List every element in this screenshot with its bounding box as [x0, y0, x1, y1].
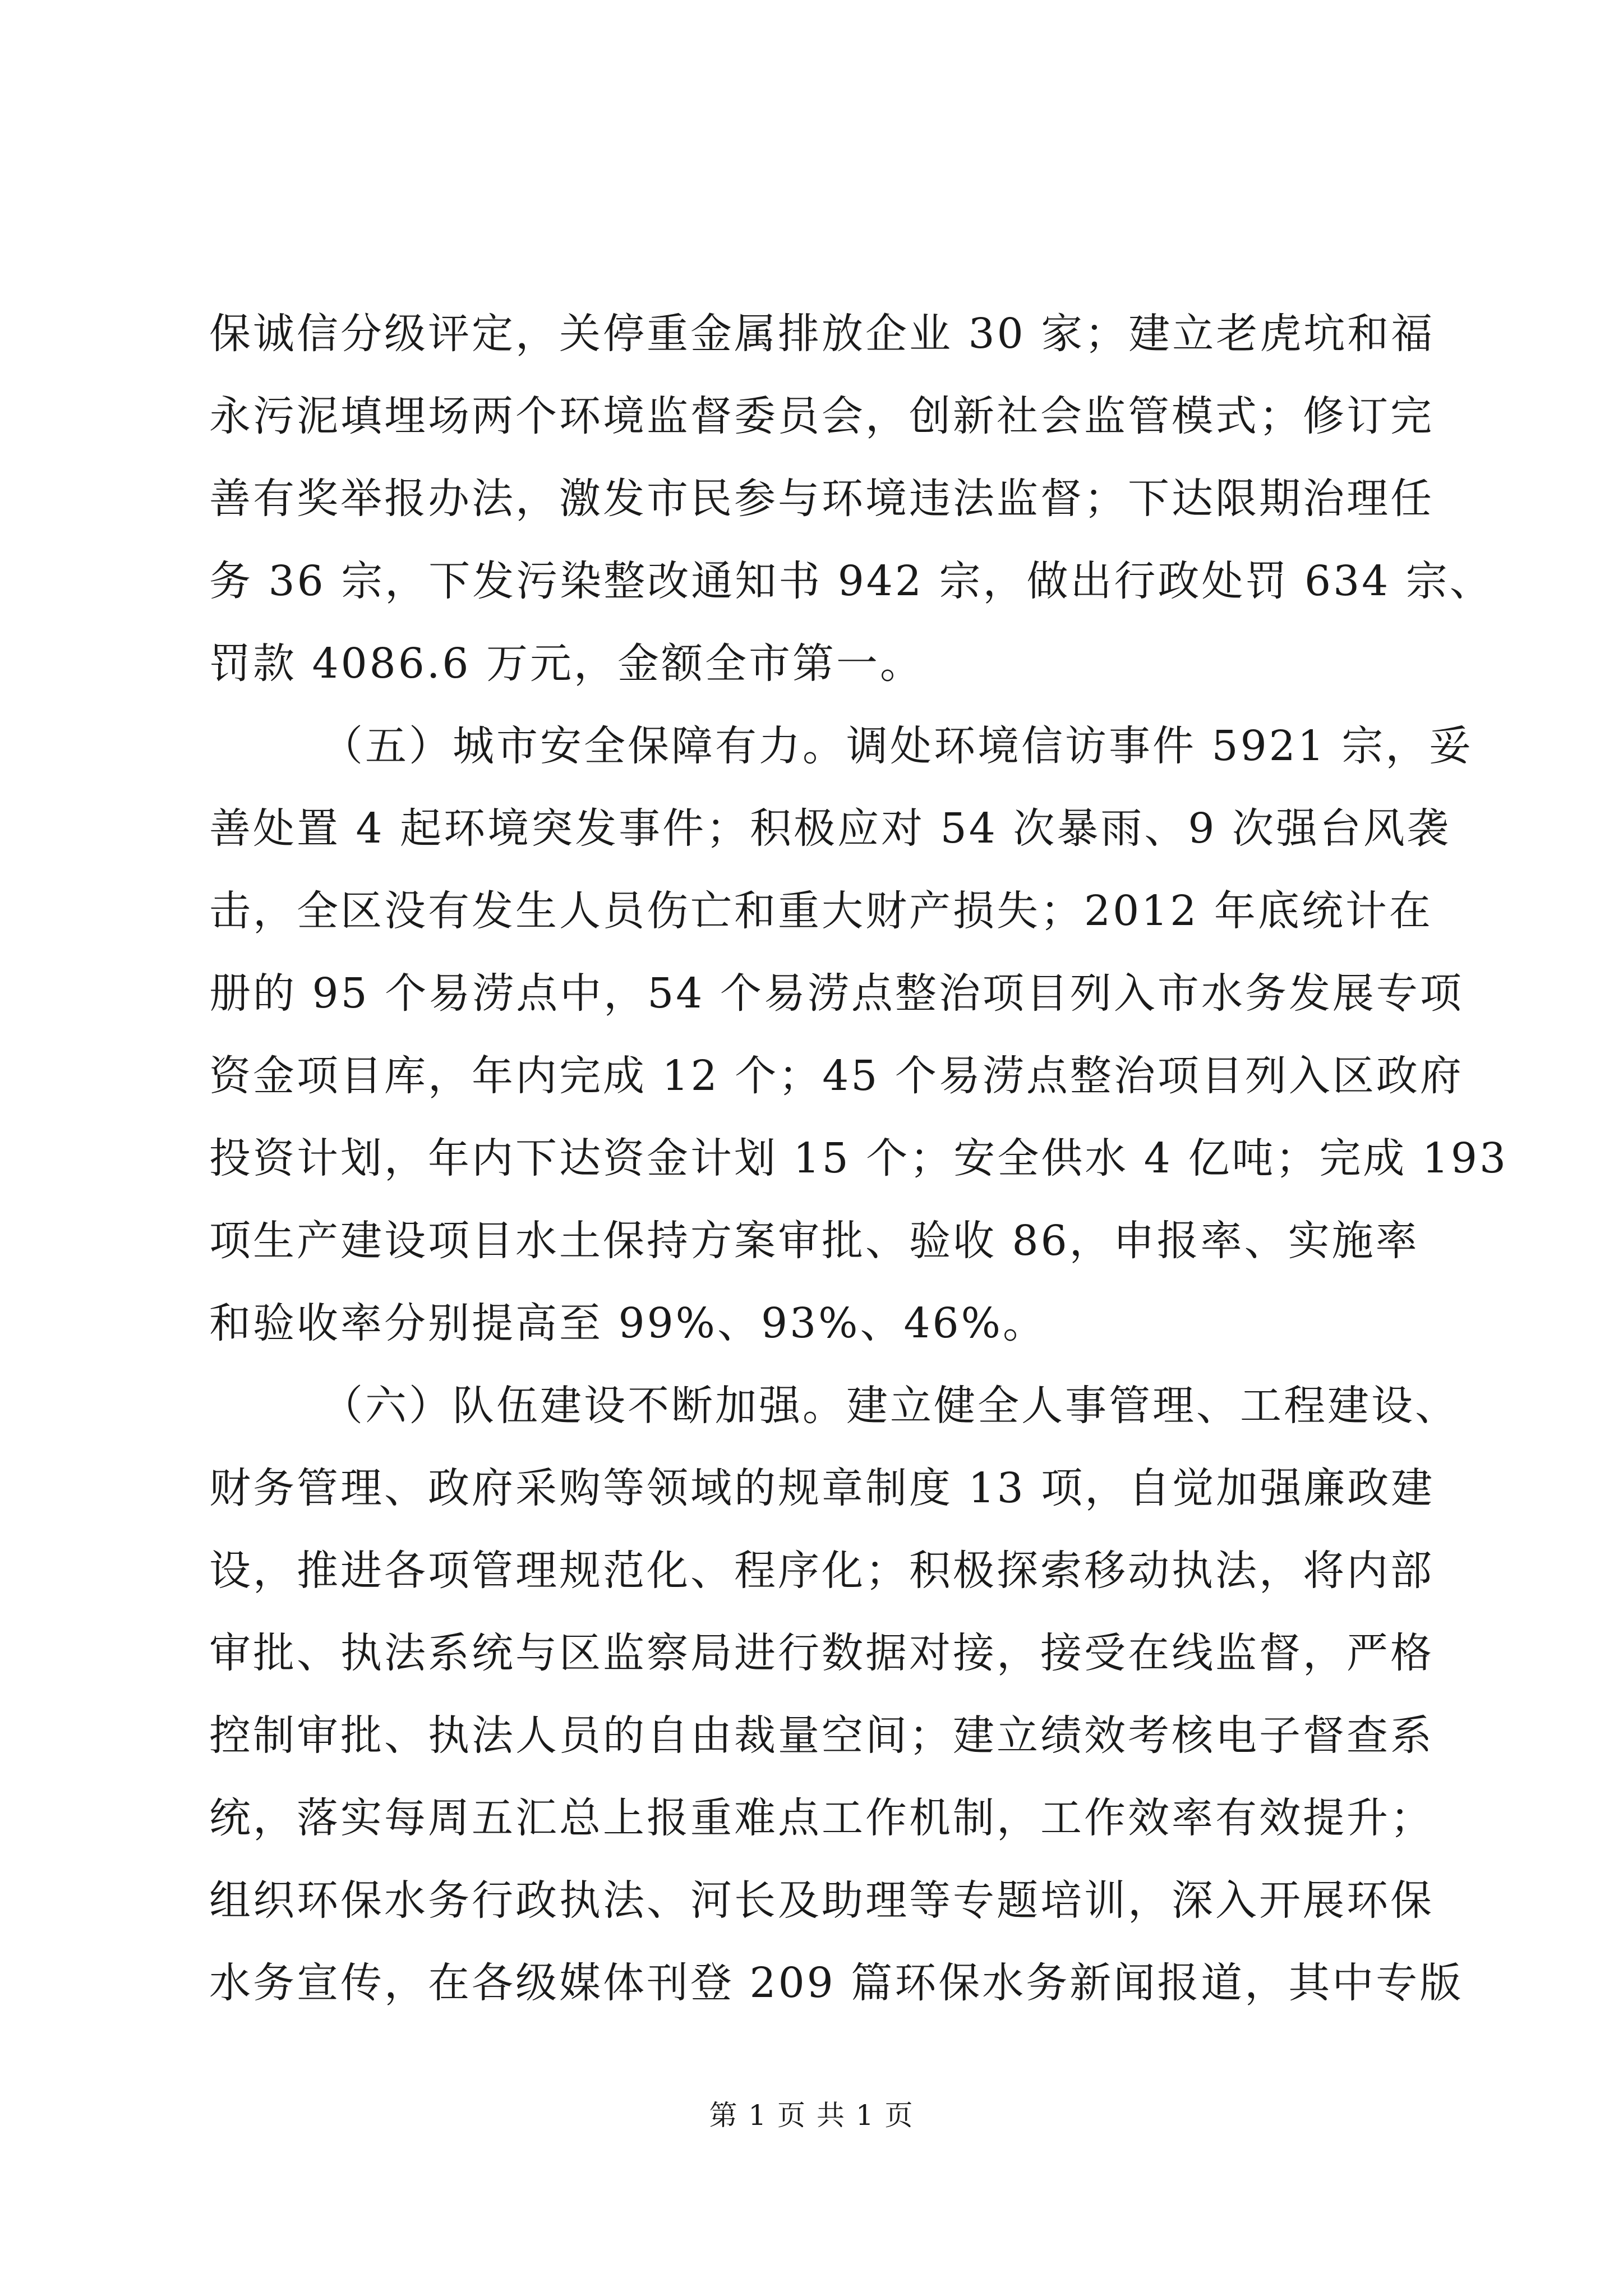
page-number-footer: 第 1 页 共 1 页 [709, 2099, 914, 2132]
paragraph-3 [209, 1365, 1464, 2024]
text-line: 永污泥填埋场两个环境监督委员会，创新社会监管模式；修订完 [209, 392, 1434, 440]
text-line: 务 36 宗，下发污染整改通知书 942 宗，做出行政处罚 634 宗、 [209, 557, 1493, 605]
text-line: 财务管理、政府采购等领域的规章制度 13 项，自觉加强廉政建 [209, 1464, 1435, 1512]
text-line: 击，全区没有发生人员伤亡和重大财产损失；2012 年底统计在 [209, 887, 1433, 935]
text-line: 罚款 4086.6 万元，金额全市第一。 [209, 639, 924, 688]
text-line: 善有奖举报办法，激发市民参与环境违法监督；下达限期治理任 [209, 475, 1434, 523]
text-line: 水务宣传，在各级媒体刊登 209 篇环保水务新闻报道，其中专版 [209, 1959, 1464, 2007]
text-line: 善处置 4 起环境突发事件；积极应对 54 次暴雨、9 次强台风袭 [209, 804, 1451, 853]
text-line: 投资计划，年内下达资金计划 15 个；安全供水 4 亿吨；完成 193 [209, 1134, 1509, 1182]
text-line: 资金项目库，年内完成 12 个；45 个易涝点整治项目列入区政府 [209, 1052, 1464, 1100]
text-line: 设，推进各项管理规范化、程序化；积极探索移动执法，将内部 [209, 1547, 1434, 1595]
text-line: 组织环保水务行政执法、河长及助理等专题培训，深入开展环保 [209, 1876, 1434, 1925]
paragraph-2 [209, 705, 1509, 1365]
text-line: 控制审批、执法人员的自由裁量空间；建立绩效考核电子督查系 [209, 1711, 1434, 1760]
text-line: （五）城市安全保障有力。调处环境信访事件 5921 宗，妥 [321, 722, 1473, 770]
text-line: 项生产建设项目水土保持方案审批、验收 86，申报率、实施率 [209, 1217, 1419, 1265]
text-line: （六）队伍建设不断加强。建立健全人事管理、工程建设、 [321, 1382, 1459, 1430]
text-line: 审批、执法系统与区监察局进行数据对接，接受在线监督，严格 [209, 1629, 1434, 1677]
text-line: 保诚信分级评定，关停重金属排放企业 30 家；建立老虎坑和福 [209, 310, 1435, 358]
text-line: 册的 95 个易涝点中，54 个易涝点整治项目列入市水务发展专项 [209, 969, 1464, 1018]
text-line: 统，落实每周五汇总上报重难点工作机制，工作效率有效提升； [209, 1794, 1434, 1842]
text-line: 和验收率分别提高至 99%、93%、46%。 [209, 1299, 1046, 1347]
document-body [209, 293, 1509, 2024]
paragraph-1 [209, 293, 1493, 705]
